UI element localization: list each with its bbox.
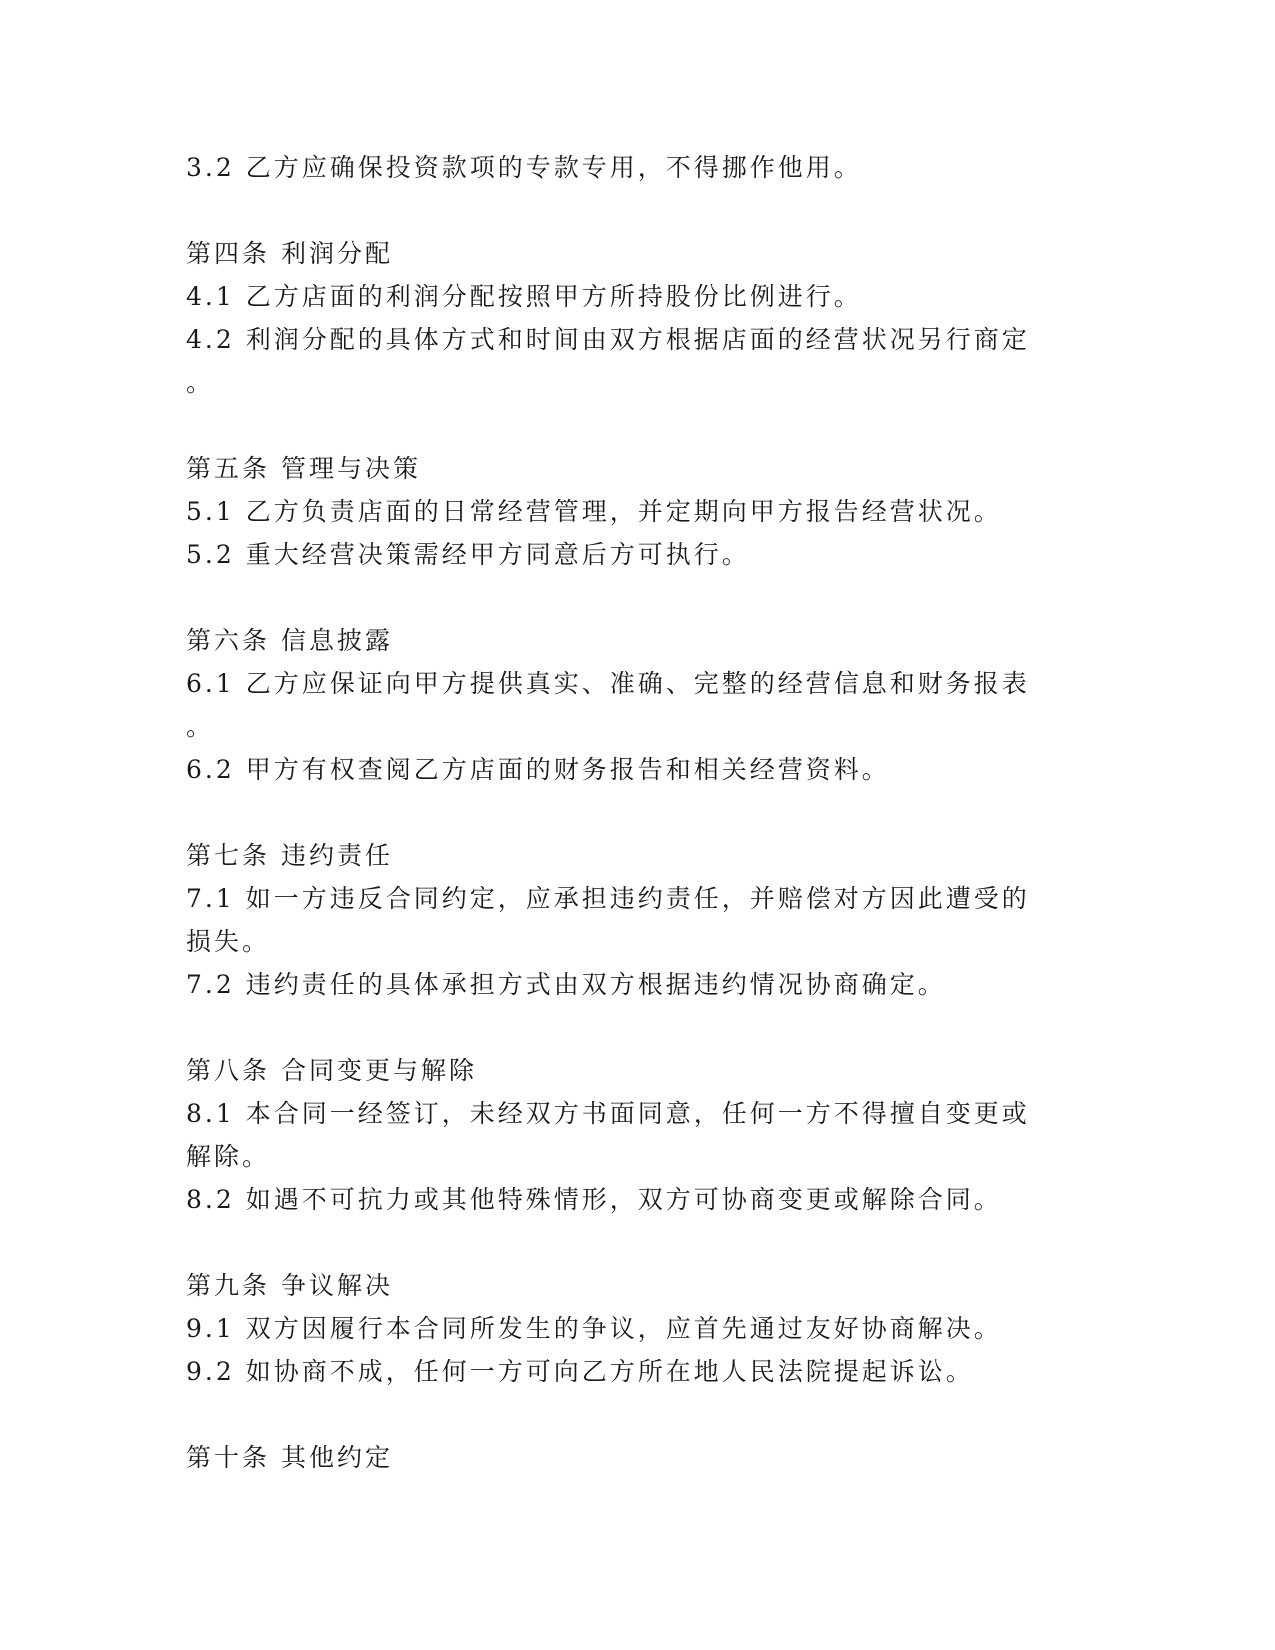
blank-line xyxy=(186,1221,1066,1264)
blank-line xyxy=(186,189,1066,232)
clause-4-1: 4.1 乙方店面的利润分配按照甲方所持股份比例进行。 xyxy=(186,282,862,311)
clause-4-2-continued: 。 xyxy=(186,368,215,397)
blank-line xyxy=(186,791,1066,834)
article-10-heading: 第十条 其他约定 xyxy=(186,1443,393,1472)
article-5-heading: 第五条 管理与决策 xyxy=(186,454,421,483)
clause-8-2: 8.2 如遇不可抗力或其他特殊情形，双方可协商变更或解除合同。 xyxy=(186,1185,1002,1214)
clause-6-2: 6.2 甲方有权查阅乙方店面的财务报告和相关经营资料。 xyxy=(186,755,890,784)
clause-6-1: 6.1 乙方应保证向甲方提供真实、准确、完整的经营信息和财务报表 xyxy=(186,669,1030,698)
clause-8-1: 8.1 本合同一经签订，未经双方书面同意，任何一方不得擅自变更或 xyxy=(186,1099,1030,1128)
clause-9-1: 9.1 双方因履行本合同所发生的争议，应首先通过友好协商解决。 xyxy=(186,1314,1002,1343)
article-6-heading: 第六条 信息披露 xyxy=(186,626,393,655)
blank-line xyxy=(186,1393,1066,1436)
clause-9-2: 9.2 如协商不成，任何一方可向乙方所在地人民法院提起诉讼。 xyxy=(186,1357,974,1386)
clause-5-2: 5.2 重大经营决策需经甲方同意后方可执行。 xyxy=(186,540,750,569)
blank-line xyxy=(186,576,1066,619)
clause-7-1: 7.1 如一方违反合同约定，应承担违约责任，并赔偿对方因此遭受的 xyxy=(186,884,1030,913)
blank-line xyxy=(186,404,1066,447)
clause-5-1: 5.1 乙方负责店面的日常经营管理，并定期向甲方报告经营状况。 xyxy=(186,497,1002,526)
blank-line xyxy=(186,1006,1066,1049)
article-7-heading: 第七条 违约责任 xyxy=(186,841,393,870)
clause-7-2: 7.2 违约责任的具体承担方式由双方根据违约情况协商确定。 xyxy=(186,970,946,999)
document-page xyxy=(186,146,1066,1479)
clause-8-1-continued: 解除。 xyxy=(186,1142,271,1171)
article-8-heading: 第八条 合同变更与解除 xyxy=(186,1056,477,1085)
article-9-heading: 第九条 争议解决 xyxy=(186,1271,393,1300)
clause-7-1-continued: 损失。 xyxy=(186,927,271,956)
article-4-heading: 第四条 利润分配 xyxy=(186,239,393,268)
clause-6-1-continued: 。 xyxy=(186,712,215,741)
clause-3-2: 3.2 乙方应确保投资款项的专款专用，不得挪作他用。 xyxy=(186,153,862,182)
clause-4-2: 4.2 利润分配的具体方式和时间由双方根据店面的经营状况另行商定 xyxy=(186,325,1030,354)
